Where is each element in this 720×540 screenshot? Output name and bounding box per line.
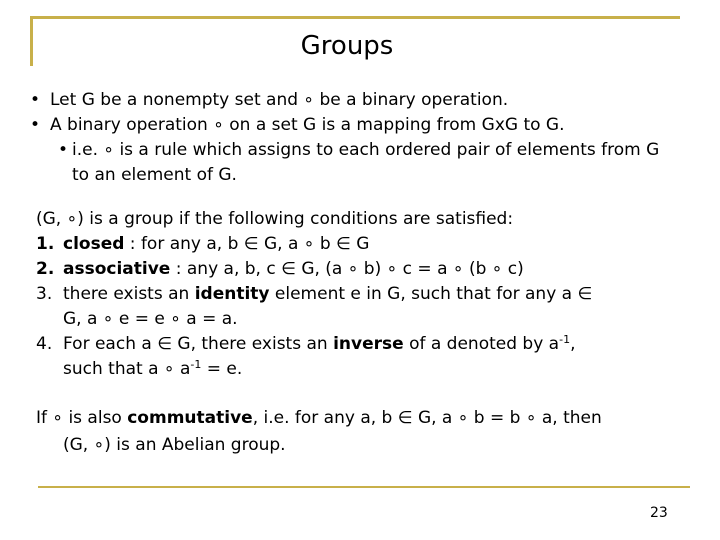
bullet-item: • A binary operation ∘ on a set G is a mapping from GxG to G. [28, 113, 662, 138]
condition-text [63, 232, 676, 257]
condition-body: of a denoted by a [403, 334, 560, 354]
condition-body: For each a ∈ G, there exists an [63, 334, 334, 354]
abelian-line-1 [36, 405, 686, 432]
condition-inverse [36, 332, 676, 357]
condition-number: 3. [36, 284, 53, 304]
group-conditions [36, 207, 676, 382]
superscript: -1 [559, 333, 571, 346]
condition-identity [36, 282, 676, 307]
superscript: -1 [190, 358, 202, 371]
condition-keyword: identity [194, 284, 270, 304]
condition-text [63, 257, 676, 282]
abelian-keyword: commutative [127, 408, 253, 428]
condition-continuation: G, a ∘ e = e ∘ a = a. [63, 309, 238, 329]
condition-closed [36, 232, 676, 257]
condition-text [63, 282, 676, 307]
bullet-item: • Let G be a nonempty set and ∘ be a binary operation. [28, 88, 662, 113]
sub-bullet-item: • i.e. ∘ is a rule which assigns to each ordered pair of elements from G to an element of G. [28, 138, 662, 188]
condition-keyword: associative [63, 259, 171, 279]
condition-body: element e in G, such that for any a ∈ [269, 284, 593, 304]
abelian-line-2: (G, ∘) is an Abelian group. [63, 435, 286, 455]
condition-keyword: closed [63, 234, 125, 254]
condition-body: such that a ∘ a [63, 359, 191, 379]
slide-title: Groups [300, 31, 394, 61]
condition-continuation [36, 357, 676, 382]
abelian-text: , i.e. for any a, b ∈ G, a ∘ b = b ∘ a, then [252, 408, 602, 428]
frame-top-rule [30, 16, 680, 19]
page-number: 23 [650, 505, 668, 521]
abelian-text: If ∘ is also [36, 408, 128, 428]
abelian-note [36, 405, 686, 459]
condition-body: , [570, 334, 576, 354]
condition-body: = e. [201, 359, 243, 379]
condition-number: 2. [36, 259, 55, 279]
condition-number: 4. [36, 334, 53, 354]
condition-associative [36, 257, 676, 282]
condition-text [63, 332, 676, 357]
bullet-list [28, 88, 662, 188]
condition-body: there exists an [63, 284, 195, 304]
conditions-intro: (G, ∘) is a group if the following conditions are satisfied: [36, 209, 514, 229]
frame-bottom-rule [38, 486, 690, 488]
condition-number: 1. [36, 234, 55, 254]
condition-body: : any a, b, c ∈ G, (a ∘ b) ∘ c = a ∘ (b ∘ c) [170, 259, 524, 279]
condition-keyword: inverse [333, 334, 404, 354]
condition-body: : for any a, b ∈ G, a ∘ b ∈ G [124, 234, 370, 254]
